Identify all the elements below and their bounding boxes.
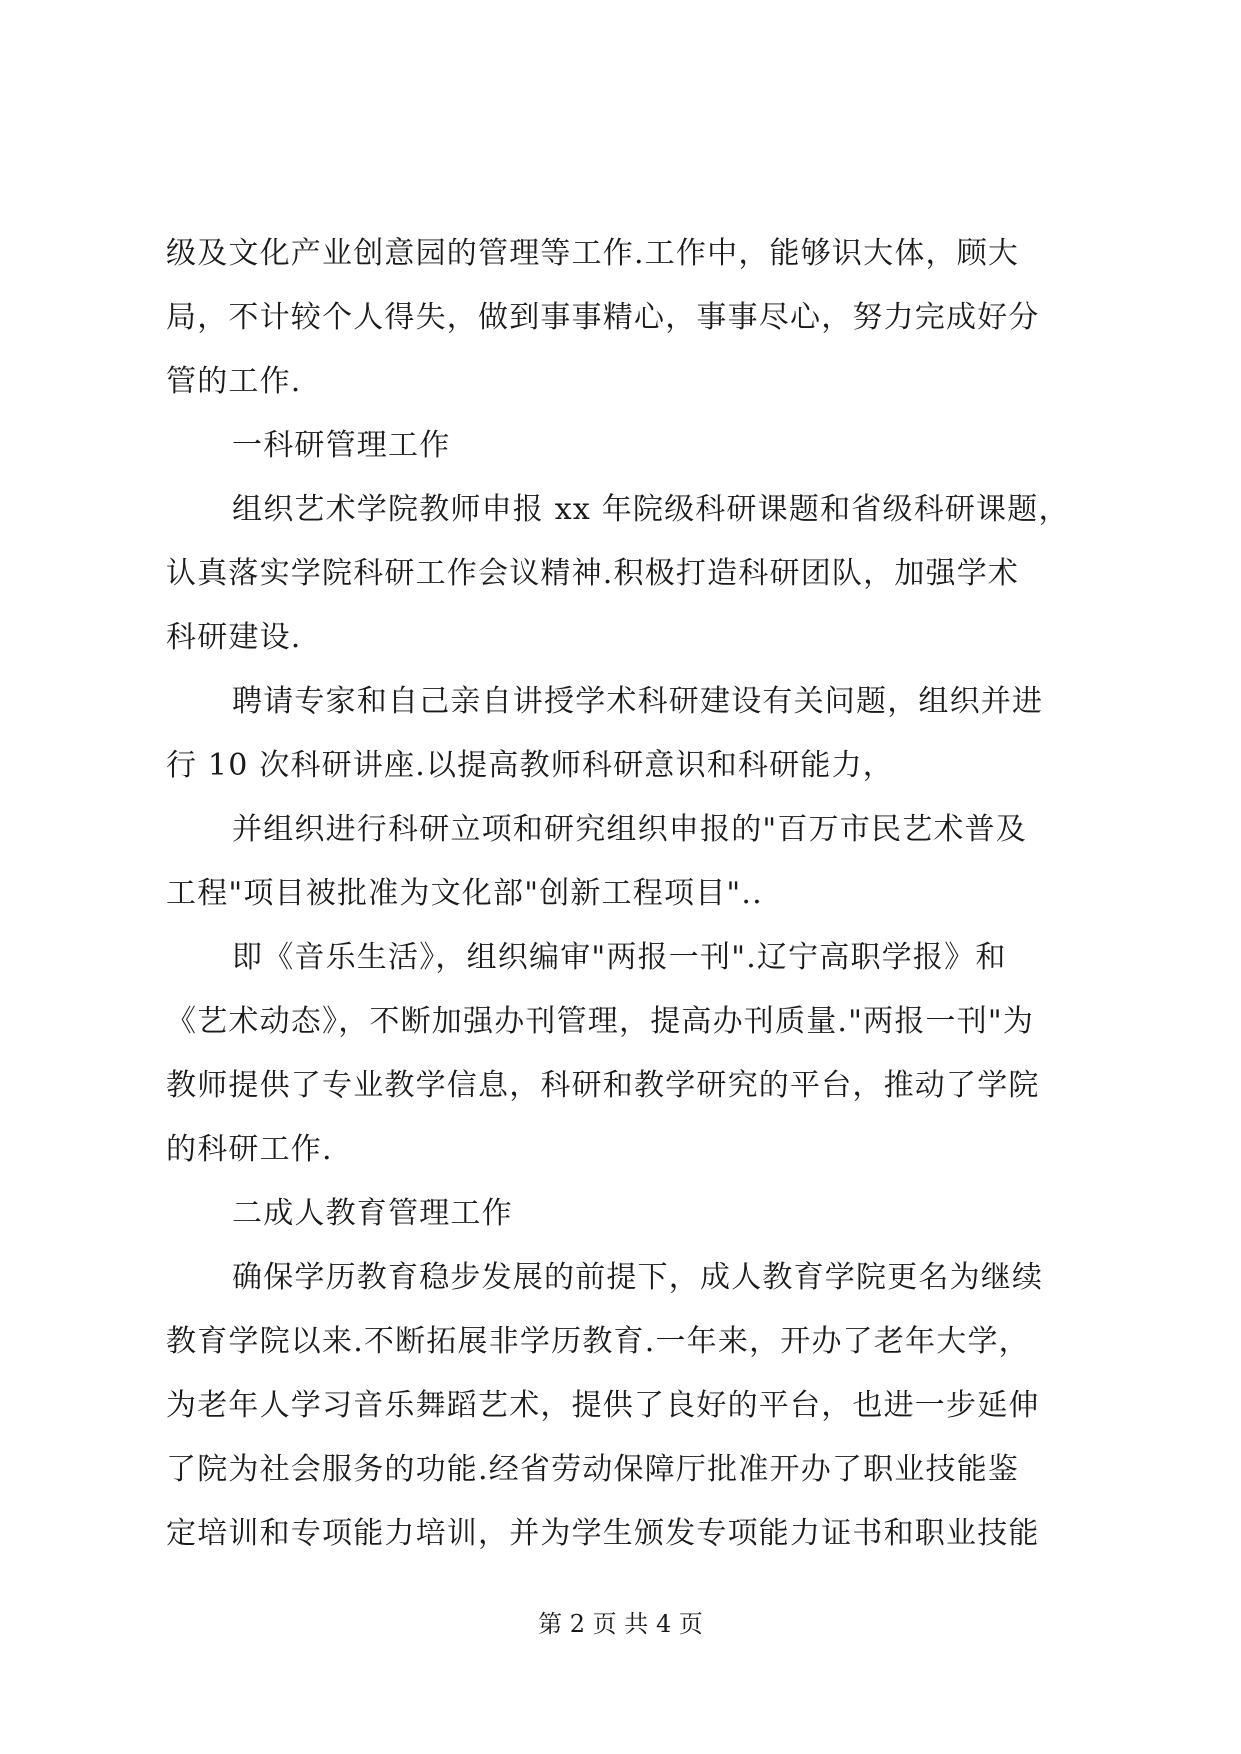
text-line: 教育学院以来.不断拓展非学历教育.一年来，开办了老年大学， [166, 1324, 1030, 1359]
text-line: 教师提供了专业教学信息，科研和教学研究的平台，推动了学院 [166, 1068, 1040, 1103]
text-line: 管的工作. [166, 364, 302, 399]
text-line: 《艺术动态》，不断加强办刊管理，提高办刊质量."两报一刊"为 [166, 1004, 1035, 1039]
text-line: 了院为社会服务的功能.经省劳动保障厅批准开办了职业技能鉴 [166, 1452, 1020, 1487]
document-body [166, 222, 1096, 1566]
section-heading: 一科研管理工作 [232, 428, 451, 463]
text-line: 并组织进行科研立项和研究组织申报的"百万市民艺术普及 [232, 812, 1027, 847]
text-line: 的科研工作. [166, 1132, 333, 1167]
page-number-footer: 第 2 页 共 4 页 [538, 1610, 703, 1638]
section-heading: 二成人教育管理工作 [232, 1196, 513, 1231]
text-line: 为老年人学习音乐舞蹈艺术，提供了良好的平台，也进一步延伸 [166, 1388, 1040, 1423]
text-line: 工程"项目被批准为文化部"创新工程项目".. [166, 876, 763, 911]
text-line: 聘请专家和自己亲自讲授学术科研建设有关问题，组织并进 [232, 684, 1044, 719]
text-line: 科研建设. [166, 620, 302, 655]
text-line: 定培训和专项能力培训，并为学生颁发专项能力证书和职业技能 [166, 1516, 1040, 1551]
text-line: 认真落实学院科研工作会议精神.积极打造科研团队，加强学术 [166, 556, 1020, 591]
text-line: 确保学历教育稳步发展的前提下，成人教育学院更名为继续 [232, 1260, 1044, 1295]
text-line: 即《音乐生活》，组织编审"两报一刊".辽宁高职学报》和 [232, 940, 1007, 975]
text-line: 组织艺术学院教师申报 xx 年院级科研课题和省级科研课题， [232, 492, 1070, 527]
text-line: 级及文化产业创意园的管理等工作.工作中，能够识大体，顾大 [166, 236, 1020, 271]
text-line: 局，不计较个人得失，做到事事精心，事事尽心，努力完成好分 [166, 300, 1040, 335]
text-line: 行 10 次科研讲座.以提高教师科研意识和科研能力， [166, 748, 894, 783]
